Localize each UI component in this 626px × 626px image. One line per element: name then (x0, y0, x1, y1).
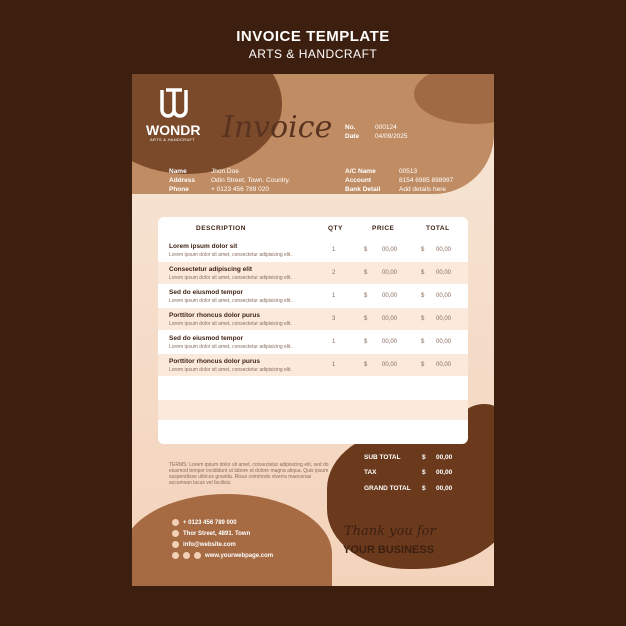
subtotal-label: SUB TOTAL (364, 454, 401, 461)
contact-email (172, 541, 236, 548)
table-row (158, 354, 468, 376)
bank-label: Account (345, 177, 371, 184)
grand-total-label: GRAND TOTAL (364, 485, 411, 492)
bank-value: Add details here (399, 186, 446, 193)
grand-total-currency: $ (422, 485, 426, 492)
table-row (158, 239, 468, 261)
item-price: 00,00 (382, 362, 398, 368)
brand-name: WONDR (146, 122, 201, 138)
item-total-currency: $ (421, 339, 425, 345)
invoice-no-value: 000124 (375, 124, 397, 131)
col-total: TOTAL (426, 225, 450, 232)
item-total-currency: $ (421, 270, 425, 276)
contact-email-text: info@website.com (183, 542, 236, 549)
phone-icon (172, 519, 179, 526)
item-total: 00,00 (436, 293, 452, 299)
client-info (169, 167, 290, 194)
item-title: Sed do eiusmod tempor (169, 289, 244, 296)
item-title: Sed do eiusmod tempor (169, 335, 244, 342)
item-total-currency: $ (421, 362, 425, 368)
item-total: 00,00 (436, 270, 452, 276)
item-price-currency: $ (364, 339, 368, 345)
col-qty: QTY (328, 225, 343, 232)
item-price: 00,00 (382, 270, 398, 276)
item-desc: Lorem ipsum dolor sit amet, consectetur adipisicing elit. (169, 344, 292, 350)
items-table (158, 217, 468, 444)
item-desc: Lorem ipsum dolor sit amet, consectetur adipisicing elit. (169, 298, 292, 304)
tax-value: 00,00 (436, 469, 453, 476)
item-desc: Lorem ipsum dolor sit amet, consectetur adipisicing elit. (169, 321, 292, 327)
terms-text: TERMS: Lorem ipsum dolor sit amet, consectetur adipisicing elit, sed do eiusmod tempor incididunt ut labore et dolore magna aliqua. Quis ipsum suspendisse ultrices gravida. Risus commodo viverra maecenas accumsan lacus vel facilisis. (169, 462, 329, 486)
item-price-currency: $ (364, 247, 368, 253)
item-price-currency: $ (364, 362, 368, 368)
table-row (158, 331, 468, 353)
item-qty: 1 (332, 293, 336, 299)
invoice-document (132, 74, 494, 586)
invoice-number (345, 124, 397, 131)
header-title: INVOICE TEMPLATE (236, 28, 390, 45)
instagram-icon (172, 552, 179, 559)
item-total: 00,00 (436, 362, 452, 368)
item-total-currency: $ (421, 316, 425, 322)
brand-tagline: ARTS & HANDCRAFT (150, 137, 195, 142)
item-price-currency: $ (364, 293, 368, 299)
item-total: 00,00 (436, 316, 452, 322)
item-qty: 2 (332, 270, 336, 276)
contact-address-text: Thor Street, 4891. Town (183, 531, 251, 538)
subtotal-currency: $ (422, 454, 426, 461)
item-price-currency: $ (364, 316, 368, 322)
item-qty: 1 (332, 339, 336, 345)
item-price: 00,00 (382, 316, 398, 322)
item-total-currency: $ (421, 293, 425, 299)
bank-value: 00513 (399, 168, 418, 175)
bank-info (345, 167, 453, 194)
bank-label: A/C Name (345, 168, 376, 175)
header-subtitle: ARTS & HANDCRAFT (248, 47, 378, 61)
contact-web-text: www.yourwebpage.com (205, 553, 274, 560)
item-price: 00,00 (382, 339, 398, 345)
item-title: Porttitor rhoncus dolor purus (169, 312, 260, 319)
item-price: 00,00 (382, 247, 398, 253)
contact-web (172, 552, 273, 559)
table-row (158, 308, 468, 330)
item-desc: Lorem ipsum dolor sit amet, consectetur adipisicing elit. (169, 367, 292, 373)
item-total: 00,00 (436, 247, 452, 253)
item-title: Consectetur adipiscing elit (169, 266, 253, 273)
grand-total-value: 00,00 (436, 485, 453, 492)
client-value: Jhon Doe (211, 168, 239, 175)
tax-currency: $ (422, 469, 426, 476)
table-row (158, 285, 468, 307)
client-value: + 0123 456 789 020 (211, 186, 270, 193)
bank-value: 8154 6985 898997 (399, 177, 454, 184)
table-row (158, 262, 468, 284)
empty-row (158, 400, 468, 420)
col-price: PRICE (372, 225, 395, 232)
client-value: Odin Street, Town. Country. (211, 177, 291, 184)
bottom-left-blob (132, 494, 332, 586)
item-title: Lorem ipsum dolor sit (169, 243, 238, 250)
item-qty: 1 (332, 362, 336, 368)
contact-phone (172, 519, 237, 526)
item-total-currency: $ (421, 247, 425, 253)
facebook-icon (183, 552, 190, 559)
client-label: Address (169, 177, 196, 184)
item-desc: Lorem ipsum dolor sit amet, consectetur adipisicing elit. (169, 275, 292, 281)
client-label: Name (169, 168, 187, 175)
contact-address (172, 530, 250, 537)
business-text: YOUR BUSINESS (343, 544, 435, 556)
contact-phone-text: + 0123 456 789 000 (183, 520, 237, 527)
item-qty: 1 (332, 247, 336, 253)
pinterest-icon (194, 552, 201, 559)
item-total: 00,00 (436, 339, 452, 345)
logo-icon (156, 84, 196, 124)
tax-label: TAX (364, 469, 377, 476)
invoice-no-label: No. (345, 124, 356, 131)
item-title: Porttitor rhoncus dolor purus (169, 358, 260, 365)
invoice-date-label: Date (345, 133, 360, 140)
invoice-heading: Invoice (222, 110, 333, 145)
client-label: Phone (169, 186, 189, 193)
col-description: DESCRIPTION (196, 225, 246, 232)
invoice-date-value: 04/09/2025 (375, 133, 408, 140)
mail-icon (172, 541, 179, 548)
item-qty: 3 (332, 316, 336, 322)
location-icon (172, 530, 179, 537)
thanks-text: Thank you for (344, 524, 436, 539)
item-price: 00,00 (382, 293, 398, 299)
item-price-currency: $ (364, 270, 368, 276)
bank-label: Bank Detail (345, 186, 381, 193)
invoice-date (345, 133, 408, 140)
subtotal-value: 00,00 (436, 454, 453, 461)
item-desc: Lorem ipsum dolor sit amet, consectetur adipisicing elit. (169, 252, 292, 258)
